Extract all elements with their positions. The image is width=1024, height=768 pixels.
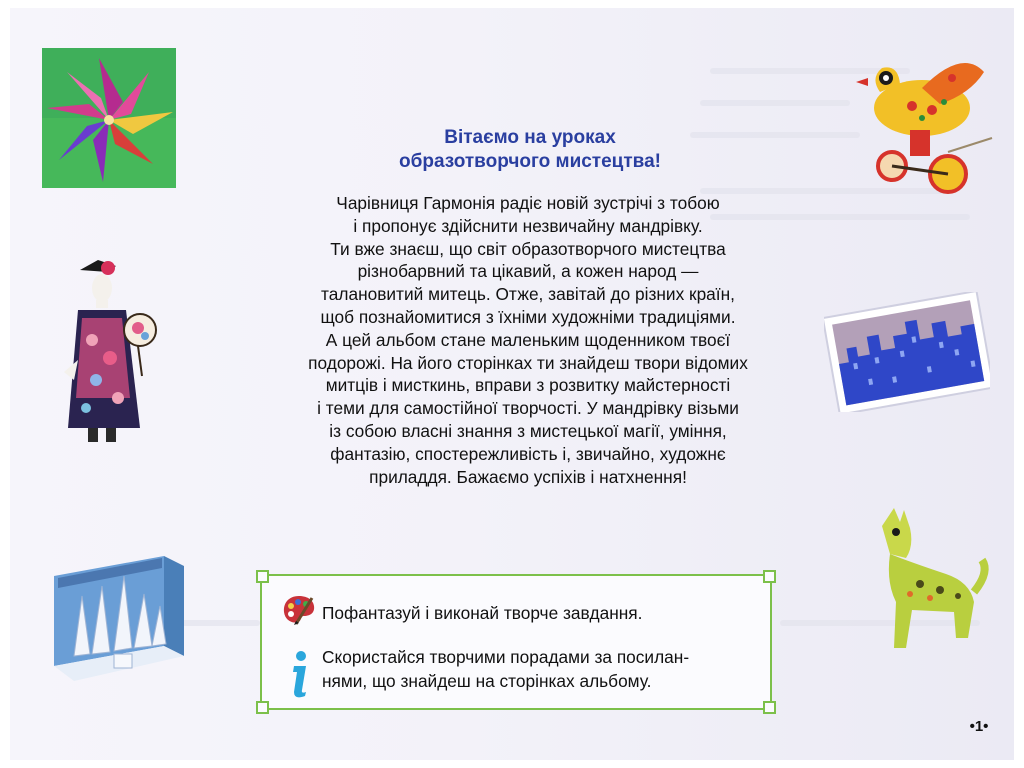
box-corner bbox=[763, 701, 776, 714]
info-tip-text bbox=[322, 645, 689, 693]
paragraph-line: талановитий митець. Отже, завітай до різних країн, bbox=[321, 284, 735, 305]
page-number: •1• bbox=[969, 718, 989, 735]
page-title bbox=[340, 126, 720, 174]
pinwheel-flower-image bbox=[42, 48, 176, 188]
palette-icon bbox=[282, 594, 316, 626]
paragraph-line: Чарівниця Гармонія радіє новій зустрічі з тобою bbox=[336, 193, 720, 213]
intro-paragraph bbox=[250, 192, 806, 488]
paragraph-line: фантазію, спостережливість і, звичайно, художнє bbox=[330, 443, 726, 464]
palette-tip-text: Пофантазуй і виконай творче завдання. bbox=[322, 603, 643, 623]
info-icon bbox=[284, 650, 314, 698]
title-line-1: Вітаємо на уроках bbox=[444, 127, 616, 148]
bird-toy-image bbox=[852, 48, 1002, 198]
box-corner bbox=[256, 570, 269, 583]
paragraph-line: А цей альбом стане маленьким щоденником твоєї bbox=[325, 329, 731, 350]
paragraph-line: різнобарвний та цікавий, а кожен народ — bbox=[357, 261, 699, 282]
chinese-figure-image bbox=[48, 248, 163, 448]
paragraph-line: приладдя. Бажаємо успіхів і натхнення! bbox=[369, 466, 687, 487]
paragraph-line: Ти вже знаєш, що світ образотворчого мистецтва bbox=[330, 238, 726, 259]
paragraph-line: із собою власні знання з мистецької магії, уміння, bbox=[329, 420, 727, 441]
cityscape-print-image bbox=[824, 292, 990, 412]
horse-toy-image bbox=[850, 502, 1000, 662]
paragraph-line: митців і мисткинь, вправи з розвитку майстерності bbox=[325, 375, 731, 396]
box-corner bbox=[763, 570, 776, 583]
paragraph-line: і пропонує здійснити незвичайну мандрівку. bbox=[353, 215, 703, 236]
album-page bbox=[10, 8, 1014, 760]
show-through-line bbox=[700, 100, 850, 106]
paragraph-line: подорожі. На його сторінках ти знайдеш твори відомих bbox=[308, 352, 748, 373]
legend-box bbox=[260, 574, 772, 710]
paragraph-line: щоб познайомитися з їхніми художніми традиціями. bbox=[320, 306, 736, 327]
ice-scene-image bbox=[44, 536, 194, 686]
title-line-2: образотворчого мистецтва! bbox=[399, 151, 661, 172]
paragraph-line: і теми для самостійної творчості. У мандрівку візьми bbox=[317, 398, 739, 419]
info-tip-line: Скористайся творчими порадами за посилан- bbox=[322, 647, 690, 667]
info-tip-line: нями, що знайдеш на сторінках альбому. bbox=[322, 671, 652, 691]
box-corner bbox=[256, 701, 269, 714]
